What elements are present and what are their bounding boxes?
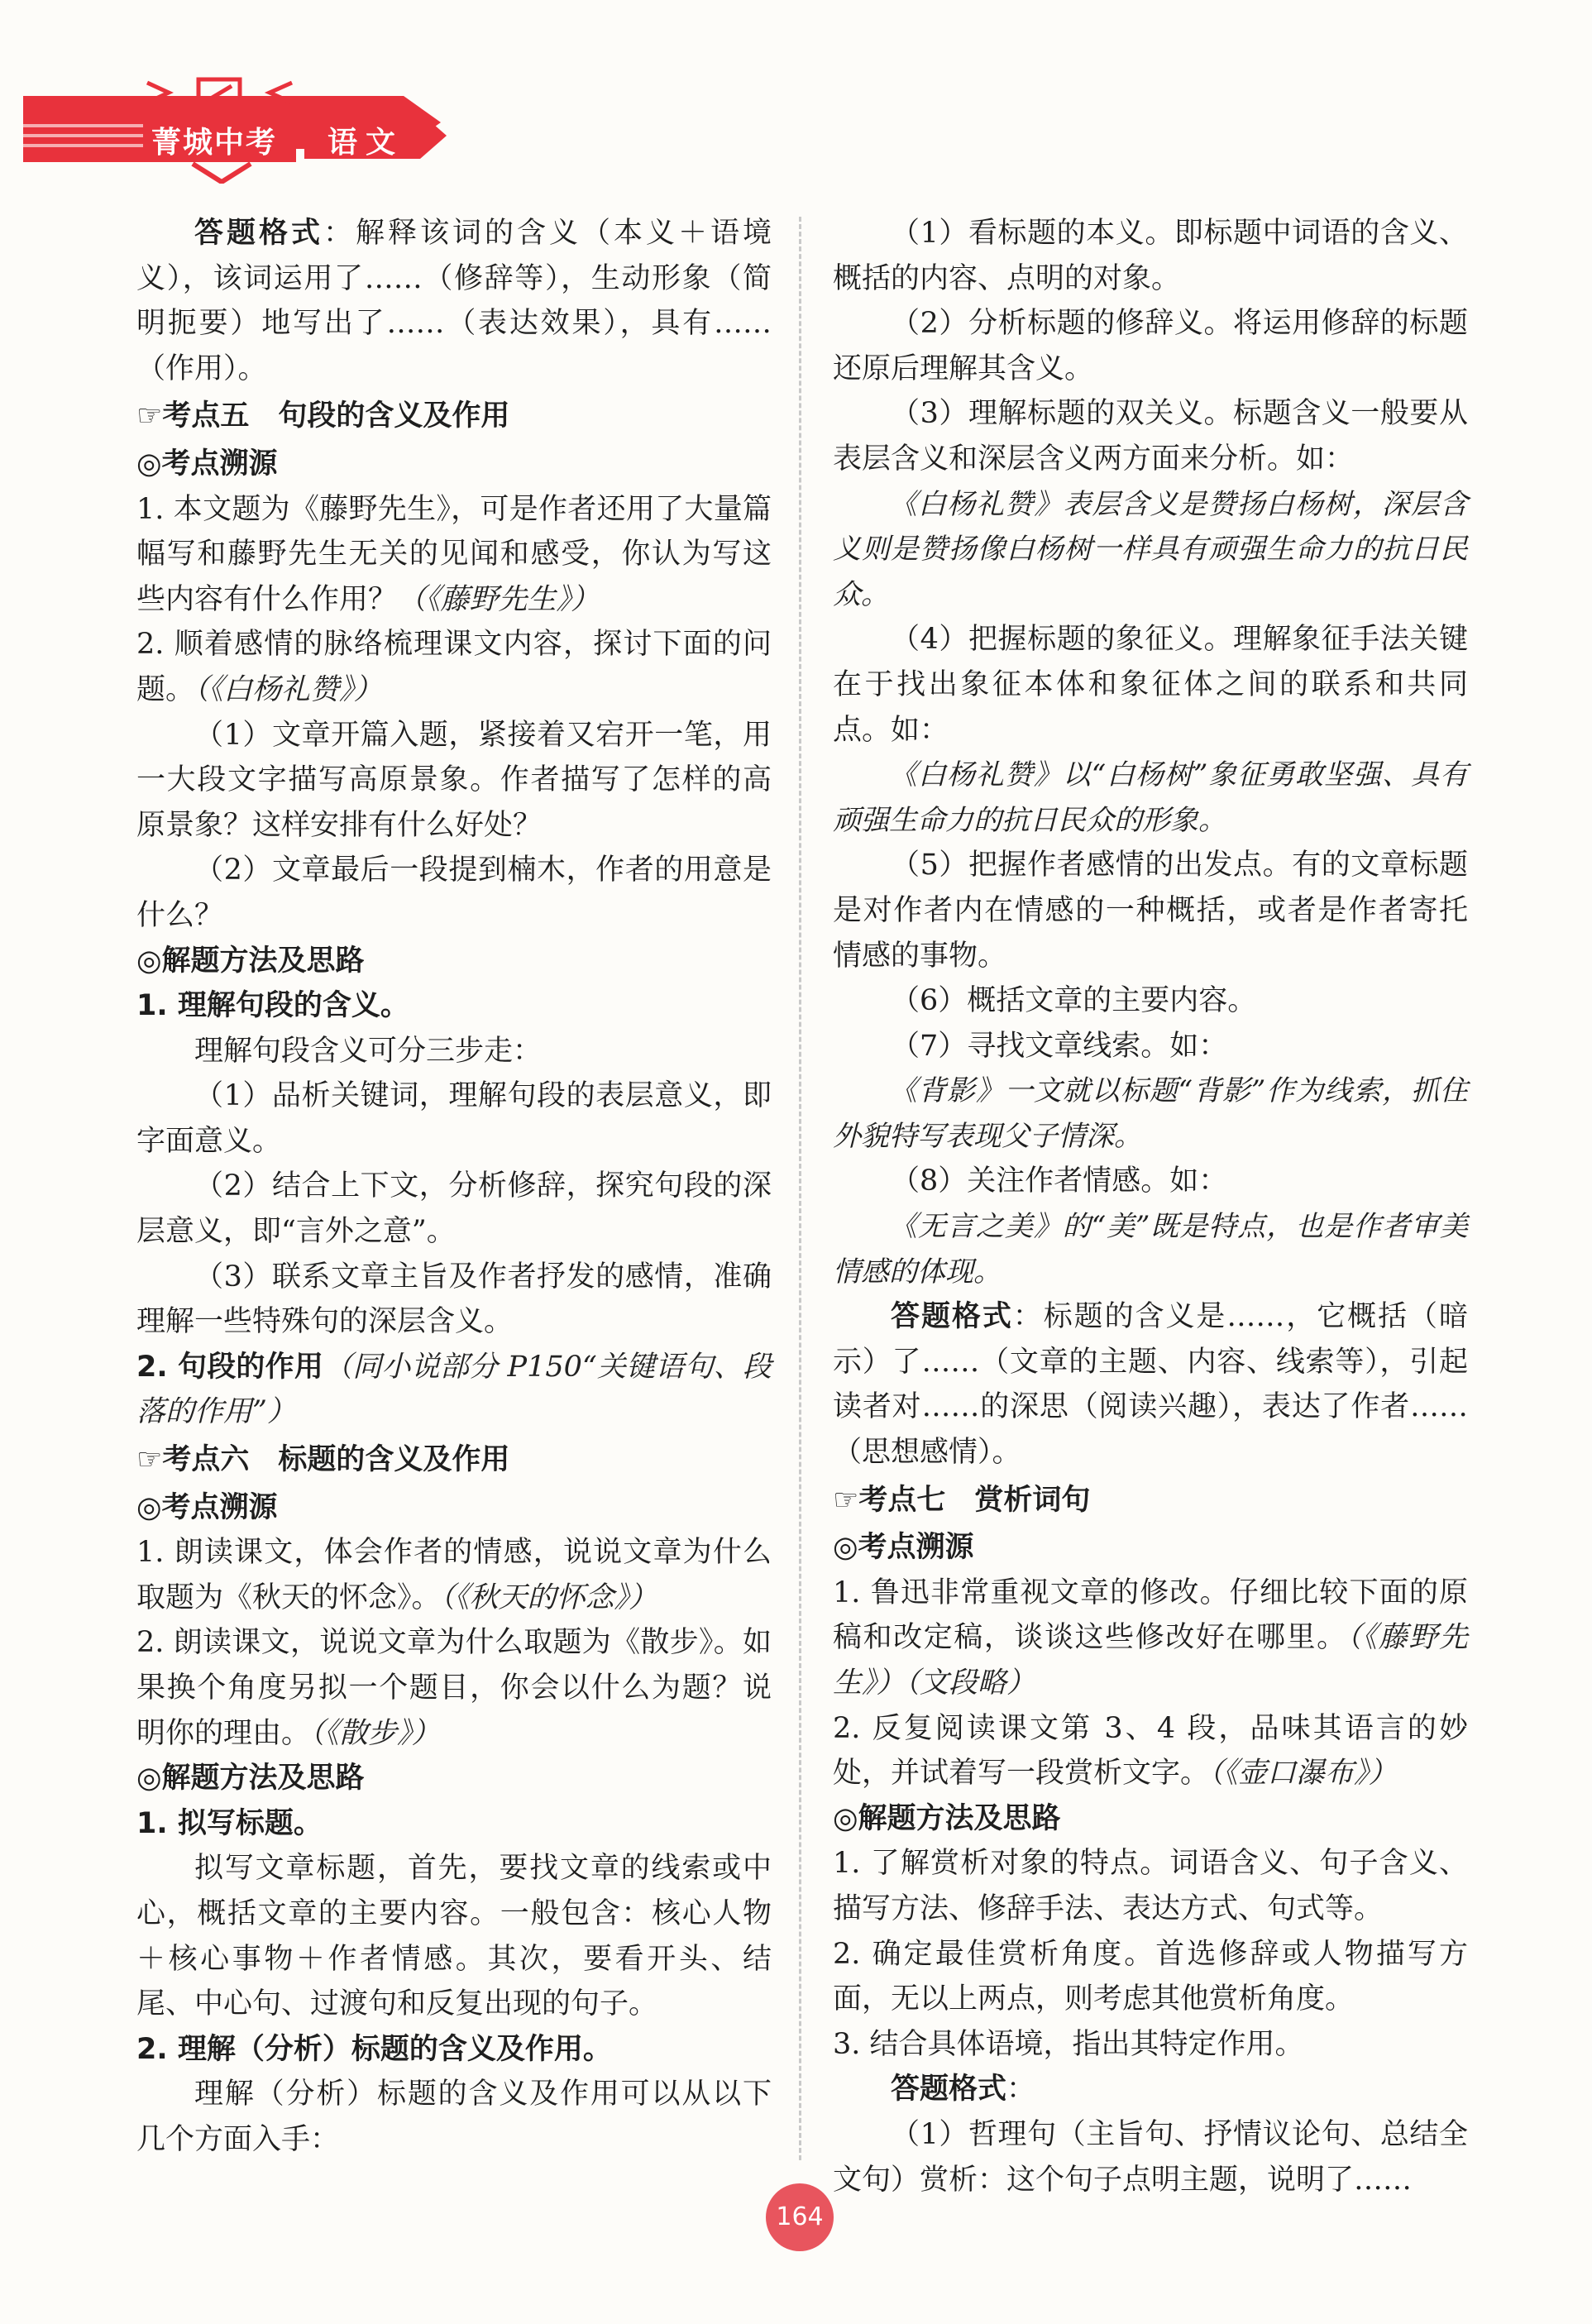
left-paragraph bbox=[136, 394, 772, 439]
left-column bbox=[136, 211, 772, 2163]
answer-format-label: 2. 句段的作用 bbox=[136, 1350, 324, 1384]
paragraph-text: （3）联系文章主旨及作者抒发的感情，准确理解一些特殊句的深层含义。 bbox=[136, 1260, 772, 1339]
paragraph-text: （2）文章最后一段提到楠木，作者的用意是什么？ bbox=[136, 854, 772, 932]
source-reference: （同小说部分 P150“关键语句、段落的作用”） bbox=[136, 1350, 772, 1429]
right-paragraph bbox=[833, 978, 1468, 1024]
right-paragraph bbox=[833, 1478, 1468, 1523]
right-paragraph bbox=[833, 1204, 1468, 1294]
paragraph-text: ◎解题方法及思路 bbox=[136, 1762, 365, 1796]
left-paragraph bbox=[136, 939, 772, 984]
subject-label: 语文 bbox=[327, 126, 404, 160]
left-paragraph bbox=[136, 622, 772, 712]
source-reference: （《壶口瀑布》） bbox=[1209, 1757, 1398, 1791]
right-paragraph bbox=[833, 1571, 1468, 1706]
right-paragraph bbox=[833, 211, 1468, 301]
paragraph-text: 1. 了解赏析对象的特点。词语含义、句子含义、描写方法、修辞手法、表达方式、句式等。 bbox=[833, 1847, 1468, 1925]
left-paragraph bbox=[136, 1485, 772, 1531]
right-paragraph bbox=[833, 2022, 1468, 2068]
paragraph-text: （2）分析标题的修辞义。将运用修辞的标题还原后理解其含义。 bbox=[833, 307, 1468, 385]
right-column bbox=[833, 211, 1468, 2202]
paragraph-text: ：标题的含义是……，它概括（暗示）了……（文章的主题、内容、线索等），引起读者对……的深思（阅读兴趣），表达了作者……（思想感情）。 bbox=[833, 1300, 1468, 1470]
paragraph-text: 1. 理解句段的含义。 bbox=[136, 989, 409, 1023]
paragraph-text: 3. 结合具体语境，指出其特定作用。 bbox=[833, 2027, 1304, 2061]
paragraph-text: ◎解题方法及思路 bbox=[136, 944, 365, 978]
paragraph-text: ◎考点溯源 bbox=[136, 1490, 278, 1524]
paragraph-text: （1）看标题的本义。即标题中词语的含义、概括的内容、点明的对象。 bbox=[833, 217, 1468, 295]
source-reference: （《散步》） bbox=[310, 1716, 441, 1750]
left-paragraph bbox=[136, 442, 772, 487]
left-paragraph bbox=[136, 1164, 772, 1254]
paragraph-text: （1）文章开篇入题，紧接着又宕开一笔，用一大段文字描写高原景象。作者描写了怎样的高原景象？这样安排有什么好处？ bbox=[136, 718, 772, 842]
paragraph-text: （7）寻找文章线索。如： bbox=[891, 1029, 1228, 1063]
right-paragraph bbox=[833, 1796, 1468, 1842]
answer-format-label: 答题格式 bbox=[891, 1300, 1013, 1334]
left-paragraph bbox=[136, 1437, 772, 1483]
paragraph-text: ☞考点六 标题的含义及作用 bbox=[136, 1443, 510, 1477]
left-paragraph bbox=[136, 211, 772, 391]
left-paragraph bbox=[136, 713, 772, 849]
paragraph-text: 1. 朗读课文，体会作者的情感，说说文章为什么取题为《秋天的怀念》。 bbox=[136, 1536, 772, 1614]
paragraph-text: （1）品析关键词，理解句段的表层意义，即字面意义。 bbox=[136, 1079, 772, 1158]
left-paragraph bbox=[136, 1029, 772, 1074]
left-paragraph bbox=[136, 1846, 772, 2026]
left-paragraph bbox=[136, 1074, 772, 1164]
paragraph-text: 1. 鲁迅非常重视文章的修改。仔细比较下面的原稿和改定稿，谈谈这些修改好在哪里。 bbox=[833, 1576, 1468, 1655]
paragraph-text: 2. 顺着感情的脉络梳理课文内容，探讨下面的问题。 bbox=[136, 628, 772, 706]
page-number: 164 bbox=[766, 2183, 834, 2251]
paragraph-text: ：解释该词的含义（本义＋语境义），该词运用了……（修辞等），生动形象（简明扼要）地写出了……（表达效果），具有……（作用）。 bbox=[136, 217, 772, 385]
column-divider bbox=[799, 217, 801, 2160]
paragraph-text: 2. 确定最佳赏析角度。首选修辞或人物描写方面，无以上两点，则考虑其他赏析角度。 bbox=[833, 1937, 1468, 2016]
paragraph-text: ◎考点溯源 bbox=[833, 1531, 974, 1565]
source-reference: （《藤野先生》） bbox=[397, 582, 600, 616]
paragraph-text: （1）哲理句（主旨句、抒情议论句、总结全文句）赏析：这个句子点明主题，说明了…… bbox=[833, 2117, 1468, 2197]
right-paragraph bbox=[833, 391, 1468, 481]
paragraph-text: 理解（分析）标题的含义及作用可以从以下几个方面入手： bbox=[136, 2078, 772, 2156]
paragraph-text: 《背影》一文就以标题“背影”作为线索，抓住外貌特写表现父子情深。 bbox=[833, 1074, 1468, 1153]
answer-format-label: 答题格式 bbox=[891, 2073, 1007, 2106]
right-paragraph bbox=[833, 1024, 1468, 1069]
left-paragraph bbox=[136, 487, 772, 623]
left-paragraph bbox=[136, 983, 772, 1029]
left-paragraph bbox=[136, 1530, 772, 1620]
right-paragraph bbox=[833, 2067, 1468, 2112]
paragraph-text: 理解句段含义可分三步走： bbox=[194, 1034, 543, 1068]
left-paragraph bbox=[136, 2072, 772, 2162]
paragraph-text: （6）概括文章的主要内容。 bbox=[891, 984, 1257, 1018]
left-paragraph bbox=[136, 1801, 772, 1847]
paragraph-text: 1. 拟写标题。 bbox=[136, 1806, 323, 1840]
left-paragraph bbox=[136, 1620, 772, 1756]
right-paragraph bbox=[833, 1525, 1468, 1571]
paragraph-text: （8）关注作者情感。如： bbox=[891, 1164, 1228, 1198]
right-paragraph bbox=[833, 617, 1468, 753]
source-reference: （《白杨礼赞》） bbox=[194, 672, 383, 706]
right-paragraph bbox=[833, 1932, 1468, 2022]
paragraph-text: （5）把握作者感情的出发点。有的文章标题是对作者内在情感的一种概括，或者是作者寄托情感的事物。 bbox=[833, 849, 1468, 973]
paragraph-text: 1. 本文题为《藤野先生》，可是作者还用了大量篇幅写和藤野先生无关的见闻和感受，你认为写这些内容有什么作用？ bbox=[136, 492, 772, 616]
left-paragraph bbox=[136, 2027, 772, 2073]
paragraph-text: ☞考点七 赏析词句 bbox=[833, 1483, 1091, 1517]
left-paragraph bbox=[136, 848, 772, 938]
left-paragraph bbox=[136, 1345, 772, 1435]
answer-format-label: 答题格式 bbox=[194, 217, 323, 250]
right-paragraph bbox=[833, 1159, 1468, 1204]
paragraph-text: ◎考点溯源 bbox=[136, 447, 278, 481]
source-reference: （《藤野先生》）（文段略） bbox=[833, 1621, 1468, 1700]
paragraph-text: 《无言之美》的“美”既是特点，也是作者审美情感的体现。 bbox=[833, 1210, 1468, 1289]
brand-name: 菁城中考 bbox=[151, 126, 278, 160]
paragraph-text: ◎解题方法及思路 bbox=[833, 1801, 1061, 1835]
paragraph-text: 《白杨礼赞》以“白杨树”象征勇敢坚强、具有顽强生命力的抗日民众的形象。 bbox=[833, 758, 1468, 837]
left-paragraph bbox=[136, 1255, 772, 1345]
paragraph-text: ： bbox=[1006, 2073, 1036, 2106]
right-paragraph bbox=[833, 753, 1468, 843]
paragraph-text: ☞考点五 句段的含义及作用 bbox=[136, 399, 510, 433]
right-paragraph bbox=[833, 301, 1468, 391]
paragraph-text: 《白杨礼赞》表层含义是赞扬白杨树，深层含义则是赞扬像白杨树一样具有顽强生命力的抗日民众。 bbox=[833, 487, 1468, 611]
right-paragraph bbox=[833, 1069, 1468, 1159]
right-paragraph bbox=[833, 1706, 1468, 1796]
left-paragraph bbox=[136, 1756, 772, 1801]
paragraph-text: （3）理解标题的双关义。标题含义一般要从表层含义和深层含义两方面来分析。如： bbox=[833, 397, 1468, 476]
right-paragraph bbox=[833, 2112, 1468, 2202]
paragraph-text: （4）把握标题的象征义。理解象征手法关键在于找出象征本体和象征体之间的联系和共同点。如： bbox=[833, 623, 1468, 747]
right-paragraph bbox=[833, 1294, 1468, 1475]
right-paragraph bbox=[833, 843, 1468, 978]
right-paragraph bbox=[833, 1841, 1468, 1931]
source-reference: （《秋天的怀念》） bbox=[440, 1580, 658, 1614]
paragraph-text: 2. 理解（分析）标题的含义及作用。 bbox=[136, 2032, 612, 2066]
paragraph-text: 2. 反复阅读课文第 3、4 段，品味其语言的妙处，并试着写一段赏析文字。 bbox=[833, 1711, 1468, 1791]
paragraph-text: 拟写文章标题，首先，要找文章的线索或中心，概括文章的主要内容。一般包含：核心人物＋核心事物＋作者情感。其次，要看开头、结尾、中心句、过渡句和反复出现的句子。 bbox=[136, 1852, 772, 2021]
paragraph-text: 2. 朗读课文，说说文章为什么取题为《散步》。如果换个角度另拟一个题目，你会以什么为题？说明你的理由。 bbox=[136, 1626, 772, 1750]
page-header bbox=[23, 76, 453, 184]
right-paragraph bbox=[833, 482, 1468, 618]
paragraph-text: （2）结合上下文，分析修辞，探究句段的深层意义，即“言外之意”。 bbox=[136, 1169, 772, 1249]
